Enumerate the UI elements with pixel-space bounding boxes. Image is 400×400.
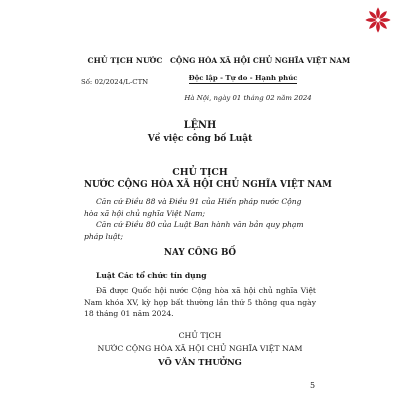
document-number: Số: 02/2024/L-CTN <box>81 78 149 86</box>
passed-statement <box>84 285 316 320</box>
date-place: Hà Nội, ngày 01 tháng 02 năm 2024 <box>184 94 312 102</box>
flower-logo-icon <box>364 6 392 34</box>
page-number: 5 <box>310 381 316 390</box>
nation-name: CỘNG HÒA XÃ HỘI CHỦ NGHĨA VIỆT NAM <box>170 56 351 65</box>
law-name: Luật Các tổ chức tín dụng <box>96 271 207 280</box>
national-header <box>170 56 351 84</box>
legal-basis <box>84 196 316 242</box>
issuer-header <box>81 56 166 86</box>
legal-basis-item: Căn cứ Điều 80 của Luật Ban hành văn bản quy phạm pháp luật; <box>84 220 304 241</box>
passed-text: Đã được Quốc hội nước Cộng hòa xã hội chủ nghĩa Việt Nam khóa XV, kỳ họp bất thường lần thứ 5 thông qua ngày 18 tháng 01 năm 2024. <box>84 286 316 319</box>
issuer-short: CHỦ TỊCH NƯỚC <box>87 56 163 65</box>
national-motto: Độc lập - Tự do - Hạnh phúc <box>188 74 298 82</box>
signatory-name: VÕ VĂN THƯỞNG <box>158 357 242 367</box>
document-type: LỆNH <box>183 120 217 131</box>
issuer-title: CHỦ TỊCH <box>172 167 228 178</box>
document-subject: Về việc công bố Luật <box>147 134 253 144</box>
proclamation: NAY CÔNG BỐ <box>163 248 237 258</box>
issuer-country: NƯỚC CỘNG HÒA XÃ HỘI CHỦ NGHĨA VIỆT NAM <box>84 180 332 190</box>
signature-country: NƯỚC CỘNG HÒA XÃ HỘI CHỦ NGHĨA VIỆT NAM <box>97 344 303 353</box>
signature-title: CHỦ TỊCH <box>178 331 222 340</box>
legal-basis-item: Căn cứ Điều 88 và Điều 91 của Hiến pháp nước Cộng hòa xã hội chủ nghĩa Việt Nam; <box>84 197 302 218</box>
